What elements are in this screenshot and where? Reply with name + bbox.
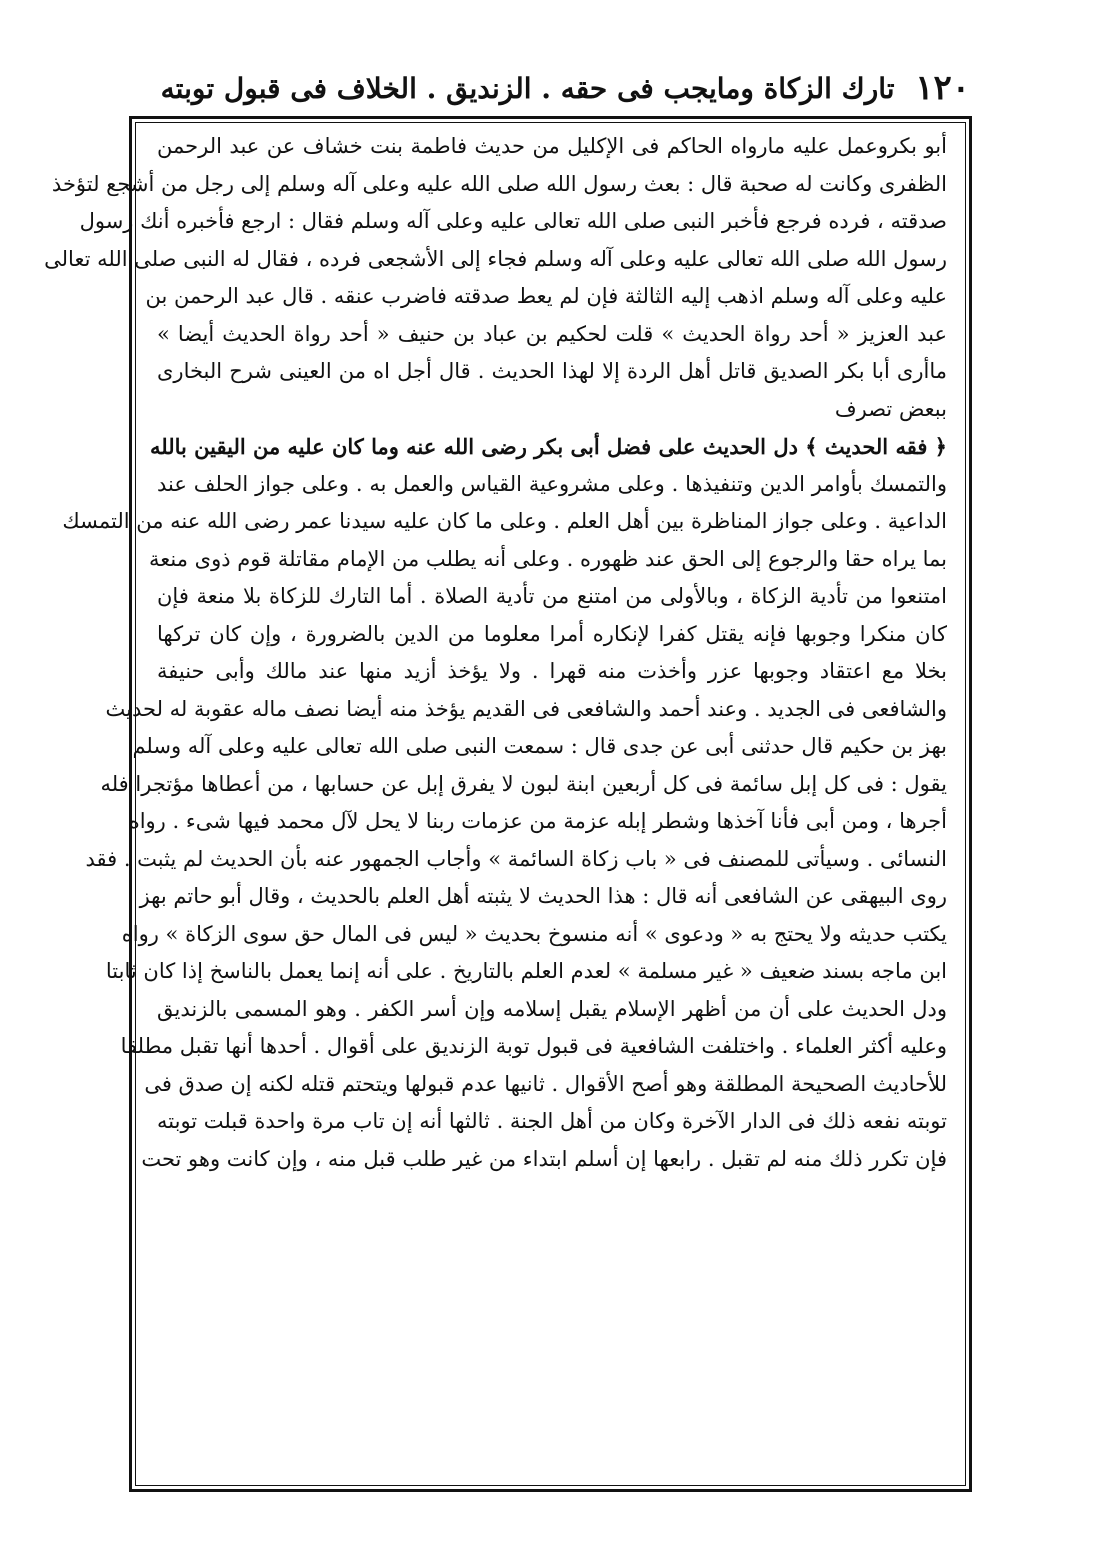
text-line: صدقته ، فرده فرجع فأخبر النبى صلى الله تعالى عليه وعلى آله وسلم فقال : ارجع فأخبره أنك رسول xyxy=(79,209,947,233)
text-line: يقول : فى كل إبل سائمة فى كل أربعين ابنة لبون لا يفرق إبل عن حسابها ، من أعطاها مؤتجرا فله xyxy=(100,771,947,796)
text-line: الظفرى وكانت له صحبة قال : بعث رسول الله صلى الله عليه وعلى آله وسلم إلى رجل من أشجع لتؤخذ xyxy=(51,171,947,196)
text-line: ماأرى أبا بكر الصديق قاتل أهل الردة إلا لهذا الحديث . قال أجل اه من العينى شرح البخارى xyxy=(157,359,947,383)
section-heading-line: ﴿ فقه الحديث ﴾ دل الحديث على فضل أبى بكر رضى الله عنه وما كان عليه من اليقين بالله xyxy=(150,434,947,459)
text-line: وعليه أكثر العلماء . واختلفت الشافعية فى قبول توبة الزنديق على أقوال . أحدها أنها تقبل مطلقا xyxy=(120,1034,947,1058)
text-line: النسائى . وسيأتى للمصنف فى « باب زكاة السائمة » وأجاب الجمهور عنه بأن الحديث لم يثبت . فقد xyxy=(85,846,947,871)
text-line: بما يراه حقا والرجوع إلى الحق عند ظهوره . وعلى أنه يطلب من الإمام مقاتلة قوم ذوى منعة xyxy=(149,546,947,571)
text-line: والتمسك بأوامر الدين وتنفيذها . وعلى مشروعية القياس والعمل به . وعلى جواز الحلف عند xyxy=(157,471,947,496)
text-line: للأحاديث الصحيحة المطلقة وهو أصح الأقوال . ثانيها عدم قبولها ويتحتم قتله لكنه إن صدق فى xyxy=(144,1071,947,1096)
text-line: ابن ماجه بسند ضعيف « غير مسلمة » لعدم العلم بالتاريخ . على أنه إنما يعمل بالناسخ إذا كان ثابتا xyxy=(105,959,947,983)
text-line: روى البيهقى عن الشافعى أنه قال : هذا الحديث لا يثبته أهل العلم بالحديث ، وقال أبو حاتم بهز xyxy=(139,884,947,908)
text-line: يكتب حديثه ولا يحتج به « ودعوى » أنه منسوخ بحديث « ليس فى المال حق سوى الزكاة » رواه xyxy=(121,921,947,946)
text-line: أبو بكروعمل عليه مارواه الحاكم فى الإكليل من حديث فاطمة بنت خشاف عن عبد الرحمن xyxy=(157,134,947,158)
text-line: توبته نفعه ذلك فى الدار الآخرة وكان من أهل الجنة . ثالثها أنه إن تاب مرة واحدة قبلت توبته xyxy=(157,1109,947,1133)
text-line: والشافعى فى الجديد . وعند أحمد والشافعى فى القديم يؤخذ منه أيضا نصف ماله عقوبة له لحديث xyxy=(105,696,947,721)
running-title: تارك الزكاة ومايجب فى حقه . الزنديق . الخلاف فى قبول توبته xyxy=(160,71,895,105)
page-header xyxy=(140,58,970,118)
text-line: ودل الحديث على أن من أظهر الإسلام يقبل إسلامه وإن أسر الكفر . وهو المسمى بالزنديق xyxy=(157,996,947,1021)
text-line: ببعض تصرف xyxy=(834,396,947,421)
body-text xyxy=(44,128,947,1178)
text-line: امتنعوا من تأدية الزكاة ، وبالأولى من امتنع من تأدية الصلاة . أما التارك للزكاة بلا منعة فإن xyxy=(157,584,947,608)
text-line: فإن تكرر ذلك منه لم تقبل . رابعها إن أسلم ابتداء من غير طلب قبل منه ، وإن كانت وهو تحت xyxy=(141,1146,947,1171)
page-number: ١٢٠ xyxy=(915,68,970,108)
text-line: بهز بن حكيم قال حدثنى أبى عن جدى قال : سمعت النبى صلى الله تعالى عليه وعلى آله وسلم xyxy=(132,734,947,758)
text-line: رسول الله صلى الله تعالى عليه وعلى آله وسلم فجاء إلى الأشجعى فرده ، فقال له النبى صلى الله تعالى xyxy=(44,246,947,271)
text-line: عبد العزيز « أحد رواة الحديث » قلت لحكيم بن عباد بن حنيف « أحد رواة الحديث أيضا » xyxy=(157,321,947,346)
text-line: الداعية . وعلى جواز المناظرة بين أهل العلم . وعلى ما كان عليه سيدنا عمر رضى الله عنه من التمسك xyxy=(62,509,947,533)
text-line: عليه وعلى آله وسلم اذهب إليه الثالثة فإن لم يعط صدقته فاضرب عنقه . قال عبد الرحمن بن xyxy=(145,284,947,308)
text-line: كان منكرا وجوبها فإنه يقتل كفرا لإنكاره أمرا معلوما من الدين بالضرورة ، وإن كان تركها xyxy=(157,621,947,646)
text-line: بخلا مع اعتقاد وجوبها عزر وأخذت منه قهرا . ولا يؤخذ أزيد منها عند مالك وأبى حنيفة xyxy=(157,659,947,683)
text-line: أجرها ، ومن أبى فأنا آخذها وشطر إبله عزمة من عزمات ربنا لا يحل لآل محمد فيها شىء . رواه xyxy=(128,809,947,833)
